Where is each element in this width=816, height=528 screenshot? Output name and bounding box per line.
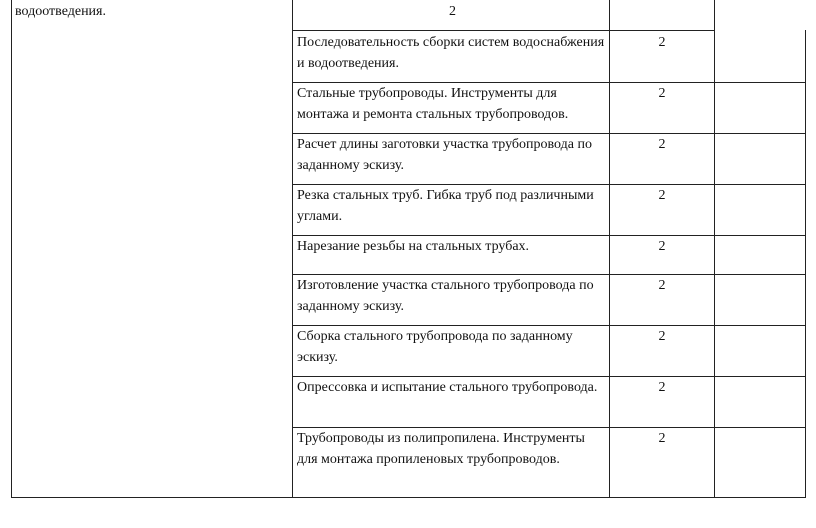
row-divider xyxy=(292,30,715,31)
column-divider-topic xyxy=(292,0,293,497)
table-row-topic: Опрессовка и испытание стального трубопровода. xyxy=(297,380,598,395)
table-row-topic: Резка стальных труб. Гибка труб под различными углами. xyxy=(297,188,594,224)
table-row-topic: Нарезание резьбы на стальных трубах. xyxy=(297,239,530,254)
table-row-topic: Последовательность сборки систем водоснабжения и водоотведения. xyxy=(297,35,605,71)
table-row-topic: Сборка стального трубопровода по заданному эскизу. xyxy=(297,329,573,365)
table-border-left xyxy=(11,0,12,497)
table-row-hours: 2 xyxy=(658,431,666,446)
table-row-topic: Стальные трубопроводы. Инструменты для монтажа и ремонта стальных трубопроводов. xyxy=(297,86,569,122)
table-row-hours: 2 xyxy=(658,137,666,152)
column-divider-extra xyxy=(714,0,715,497)
table-row-hours: 2 xyxy=(658,380,666,395)
table-row-topic: Расчет длины заготовки участка трубопровода по заданному эскизу. xyxy=(297,137,592,173)
table-row-hours: 2 xyxy=(658,239,666,254)
table-row-topic: Трубопроводы из полипропилена. Инструменты для монтажа пропиленовых трубопроводов. xyxy=(297,431,585,467)
section-title: водоотведения. xyxy=(15,4,106,19)
table-row-hours: 2 xyxy=(658,86,666,101)
table-row-hours: 2 xyxy=(658,188,666,203)
table-row-hours: 2 xyxy=(658,278,666,293)
table-row-topic: Изготовление участка стального трубопровода по заданному эскизу. xyxy=(297,278,594,314)
table-row-hours: 2 xyxy=(658,35,666,50)
table-border-bottom xyxy=(11,497,806,498)
table-row-hours: 2 xyxy=(658,329,666,344)
section-hours: 2 xyxy=(449,4,456,19)
